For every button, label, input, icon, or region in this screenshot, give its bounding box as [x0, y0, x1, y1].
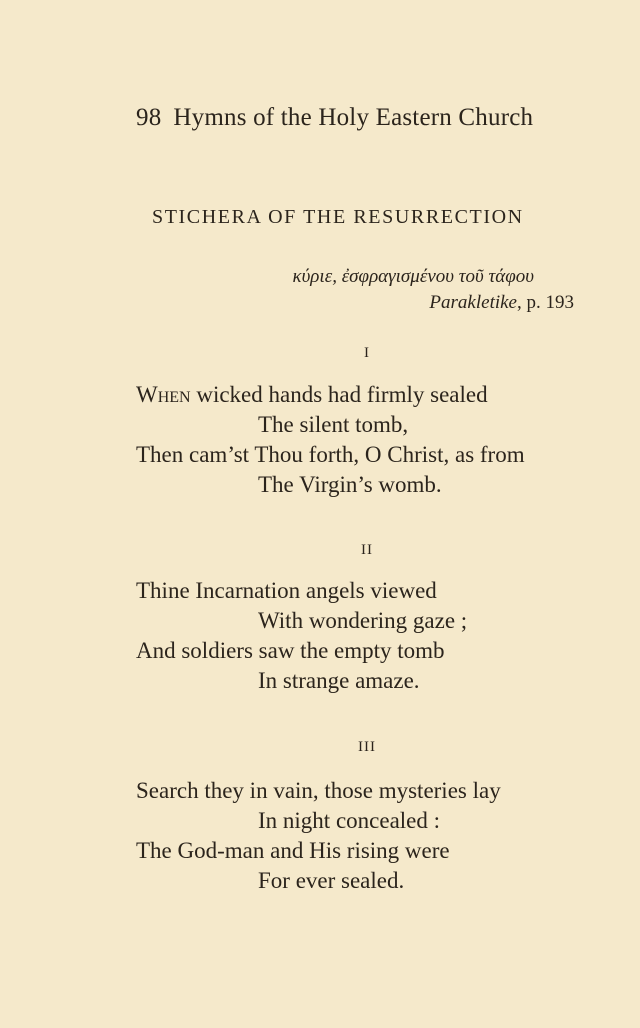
stanza-numeral-3: III	[358, 739, 376, 755]
stanza-line: In night concealed :	[258, 808, 441, 833]
stanza-2	[136, 576, 467, 696]
stanza-line: The God-man and His rising were	[136, 838, 450, 863]
stanza-line: Then cam’st Thou forth, O Christ, as from	[136, 442, 525, 467]
stanza-line: With wondering gaze ;	[258, 608, 468, 633]
running-title: Hymns of the Holy Eastern Church	[173, 104, 534, 131]
stanza-line: The Virgin’s womb.	[258, 472, 442, 497]
hymn-title: STICHERA OF THE RESURRECTION	[152, 206, 524, 228]
stanza-first-word: When	[136, 382, 191, 407]
stanza-line: For ever sealed.	[258, 868, 405, 893]
source-citation	[429, 292, 574, 314]
stanza-line: In strange amaze.	[258, 668, 420, 693]
stanza-line: And soldiers saw the empty tomb	[136, 638, 445, 663]
source-reference: , p. 193	[517, 292, 574, 313]
stanza-1	[136, 380, 525, 500]
greek-incipit: κύριε, ἐσφραγισμένου τοῦ τάφου	[292, 266, 534, 287]
stanza-3	[136, 776, 501, 896]
stanza-line: Search they in vain, those mysteries lay	[136, 778, 501, 803]
stanza-numeral-1: I	[364, 345, 370, 361]
source-title: Parakletike	[429, 292, 517, 313]
page-number: 98	[136, 104, 162, 131]
stanza-line: The silent tomb,	[258, 412, 409, 437]
stanza-line: Thine Incarnation angels viewed	[136, 578, 437, 603]
running-head	[136, 104, 533, 132]
stanza-numeral-2: II	[361, 542, 373, 558]
stanza-line: When wicked hands had firmly sealed	[136, 382, 488, 407]
